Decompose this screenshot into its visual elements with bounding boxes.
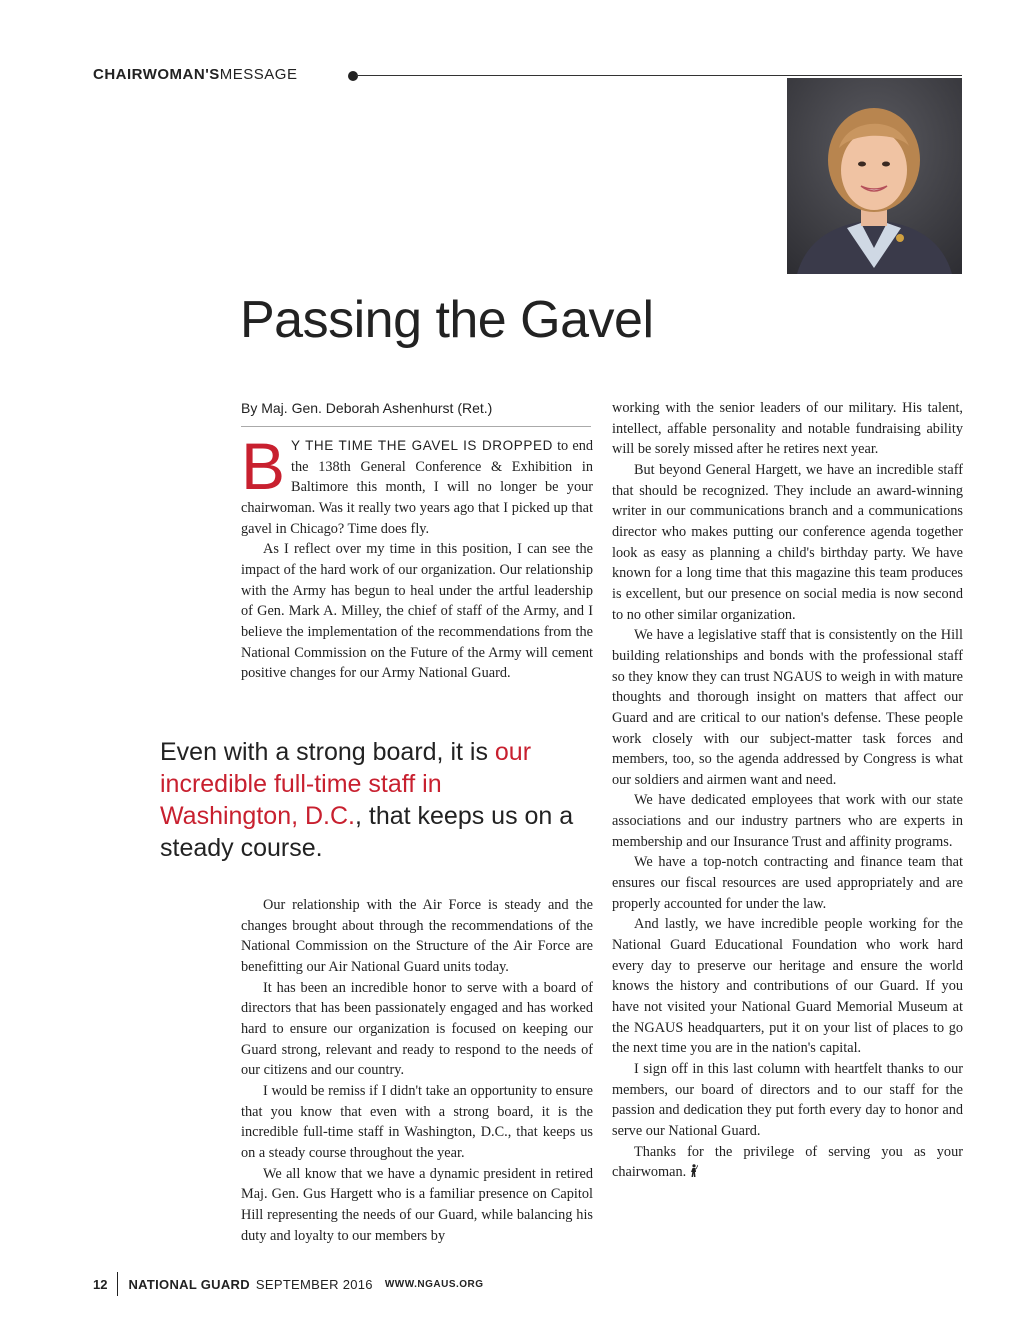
section-label <box>93 66 297 83</box>
page-number: 12 <box>93 1276 108 1292</box>
paragraph-4: It has been an incredible honor to serve with a board of directors that has been passionately engaged and has worked hard to ensure our organization is focused on keeping our Guard strong, relevant and ready to respond to the needs of our citizens and our country. <box>241 979 593 1079</box>
paragraph-11: And lastly, we have incredible people working for the National Guard Educational Foundation who work hard every day to preserve our heritage and ensure the world knows the history and contributions of our Guard. If you have not visited your National Guard Memorial Museum at the NGAUS headquarters, put it on your list of places to go the next time you are in the nation's capital. <box>612 916 963 1057</box>
paragraph-10: We have a top-notch contracting and finance team that ensures our fiscal resources are used appropriately and are properly accounted for under the law. <box>612 854 963 912</box>
drop-cap: B <box>241 429 286 503</box>
paragraph-6: We all know that we have a dynamic president in retired Maj. Gen. Gus Hargett who is a familiar presence on Capitol Hill representing the needs of our Guard, while balancing his duty and loyalty to our members by <box>241 1165 593 1244</box>
issue-date: SEPTEMBER 2016 <box>255 1276 373 1292</box>
paragraph-13 <box>612 1142 963 1183</box>
paragraph-1 <box>241 429 593 539</box>
column-left-top <box>241 429 593 684</box>
paragraph-12: I sign off in this last column with heartfelt thanks to our members, our board of directors and to our staff for the passion and dedication they put forth every day to honor and serve our National Guard. <box>612 1061 963 1139</box>
paragraph-1-text: to end the 138th General Conference & Exhibition in Baltimore this month, I will no longer be your chairwoman. Was it really two years ago that I picked up that gavel in Chicago? Time does fly. <box>241 438 593 537</box>
header-rule-dot <box>348 71 358 81</box>
column-right <box>612 398 963 1183</box>
paragraph-13-text: Thanks for the privilege of serving you as your chairwoman. <box>612 1143 963 1181</box>
section-label-light: MESSAGE <box>219 66 298 83</box>
paragraph-9: We have dedicated employees that work with our state associations and our industry partners who are experts in membership and our Insurance Trust and affinity programs. <box>612 792 963 850</box>
paragraph-3: Our relationship with the Air Force is steady and the changes brought about through the recommendations of the National Commission on the Structure of the Air Force are benefitting our Air National Guard units today. <box>241 897 593 975</box>
paragraph-7: But beyond General Hargett, we have an incredible staff that should be recognized. They include an award-winning writer in our communications branch and a communications director who makes putting our conference agenda together look as easy as planning a child's birthday party. We have known for a long time that this magazine this team produces is excellent, but our presence on social media is now second to no other similar organization. <box>612 461 963 623</box>
lead-in: Y THE TIME THE GAVEL IS DROPPED <box>291 438 553 453</box>
paragraph-5: I would be remiss if I didn't take an opportunity to ensure that you know that even with a strong board, it is the incredible full-time staff in Washington, D.C., that keeps us on a steady course throughout the year. <box>241 1082 593 1161</box>
header-rule <box>356 75 962 76</box>
pull-quote-part-3: , that keeps us on a steady course. <box>160 802 574 862</box>
column-left-bottom <box>241 895 593 1246</box>
publication-name: NATIONAL GUARD <box>128 1276 250 1292</box>
minuteman-end-mark-icon <box>689 1164 698 1177</box>
pull-quote <box>160 736 580 864</box>
website-url: WWW.NGAUS.ORG <box>384 1278 484 1290</box>
paragraph-2: As I reflect over my time in this position, I can see the impact of the hard work of our organization. Our relationship with the Army has begun to heal under the artful leadership of Gen. Mark A. Milley, the chief of staff of the Army, and I believe the implementation of the recommendations from the National Commission on the Future of the Army will cement positive changes for our Army National Guard. <box>241 541 593 682</box>
paragraph-8: We have a legislative staff that is consistently on the Hill building relationships and bonds with the professional staff so they know they can trust NGAUS to weigh in with mature thoughts and thorough insight on matters that affect our Guard and are critical to our nation's defense. These people work closely with our subject-matter task forces and members, too, so the agenda addressed by Congress is what our soldiers and airmen want and need. <box>612 627 963 788</box>
footer-divider <box>117 1272 118 1296</box>
author-portrait <box>787 78 962 274</box>
page-footer <box>93 1272 484 1296</box>
section-label-bold: CHAIRWOMAN'S <box>93 66 220 83</box>
pull-quote-highlight: our incredible full-time staff in Washington, D.C. <box>160 738 532 830</box>
article-title: Passing the Gavel <box>240 291 654 349</box>
paragraph-6-continued: working with the senior leaders of our military. His talent, intellect, affable personality and notable fundraising ability will be sorely missed after he retires next year. <box>612 400 963 458</box>
pull-quote-part-1: Even with a strong board, it is <box>160 738 495 766</box>
byline: By Maj. Gen. Deborah Ashenhurst (Ret.) <box>241 400 591 427</box>
